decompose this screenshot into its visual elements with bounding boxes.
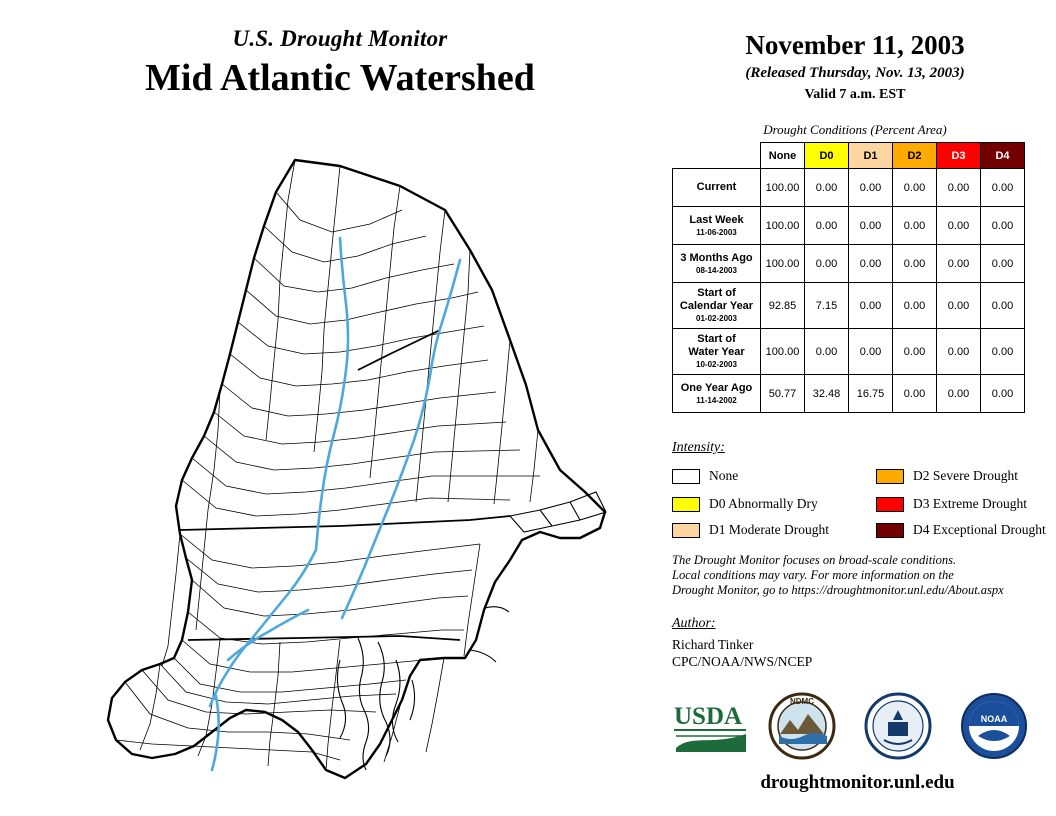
- table-header-d4: D4: [981, 143, 1025, 169]
- usda-logo: [672, 696, 750, 763]
- legend-item: [876, 468, 1018, 484]
- cell-d2: 0.00: [893, 329, 937, 375]
- cell-d0: 0.00: [805, 169, 849, 207]
- cell-d2: 0.00: [893, 207, 937, 245]
- date-block: [660, 30, 1050, 103]
- intensity-heading: Intensity:: [672, 440, 725, 455]
- legend-label: D1 Moderate Drought: [709, 522, 829, 537]
- released-date: (Released Thursday, Nov. 13, 2003): [745, 65, 965, 81]
- legend-swatch-icon: [672, 469, 700, 484]
- legend-item: [672, 522, 829, 538]
- table-header-row: [673, 143, 1025, 169]
- cell-d0: 7.15: [805, 283, 849, 329]
- row-label: Start of Water Year 10-02-2003: [673, 329, 761, 375]
- row-sublabel: 11-06-2003: [696, 227, 737, 237]
- cell-none: 100.00: [761, 169, 805, 207]
- ndmc-logo: [768, 692, 836, 765]
- row-label: Current: [673, 169, 761, 207]
- row-label: Last Week 11-06-2003: [673, 207, 761, 245]
- table-header-d1: D1: [849, 143, 893, 169]
- table-caption: Drought Conditions (Percent Area): [763, 122, 947, 137]
- author-heading: Author:: [672, 616, 716, 631]
- cell-d2: 0.00: [893, 375, 937, 413]
- mid-atlantic-watershed-map[interactable]: [40, 140, 640, 780]
- cell-d3: 0.00: [937, 245, 981, 283]
- drought-conditions-table: [672, 142, 1025, 413]
- cell-none: 100.00: [761, 207, 805, 245]
- table-row: [673, 283, 1025, 329]
- valid-date: November 11, 2003: [745, 30, 965, 60]
- table-row: [673, 169, 1025, 207]
- legend-swatch-icon: [672, 497, 700, 512]
- row-sublabel: 08-14-2003: [696, 265, 737, 275]
- table-header-d0: D0: [805, 143, 849, 169]
- author-block: [672, 636, 812, 670]
- svg-text:USDA: USDA: [674, 703, 743, 730]
- table-header-none: None: [761, 143, 805, 169]
- table-row: [673, 207, 1025, 245]
- cell-d0: 0.00: [805, 329, 849, 375]
- cell-d2: 0.00: [893, 169, 937, 207]
- cell-d1: 0.00: [849, 207, 893, 245]
- table-header-d2: D2: [893, 143, 937, 169]
- map-svg: [40, 140, 640, 780]
- footer-url: droughtmonitor.unl.edu: [760, 772, 955, 793]
- note-line-1: The Drought Monitor focuses on broad-scale conditions.: [672, 553, 957, 567]
- page-subtitle: U.S. Drought Monitor: [232, 26, 448, 51]
- cell-none: 100.00: [761, 329, 805, 375]
- cell-d4: 0.00: [981, 169, 1025, 207]
- legend-item: [672, 496, 818, 512]
- cell-d4: 0.00: [981, 207, 1025, 245]
- author-affiliation: CPC/NOAA/NWS/NCEP: [672, 654, 813, 669]
- cell-d3: 0.00: [937, 329, 981, 375]
- table-header-d3: D3: [937, 143, 981, 169]
- cell-none: 92.85: [761, 283, 805, 329]
- valid-time: Valid 7 a.m. EST: [804, 87, 906, 102]
- cell-d2: 0.00: [893, 245, 937, 283]
- cell-d4: 0.00: [981, 329, 1025, 375]
- table-row: [673, 375, 1025, 413]
- note-line-2: Local conditions may vary. For more information on the: [672, 568, 954, 582]
- cell-d1: 0.00: [849, 245, 893, 283]
- legend-item: [876, 522, 1046, 538]
- cell-d1: 0.00: [849, 329, 893, 375]
- legend-label: D3 Extreme Drought: [913, 496, 1027, 511]
- legend-label: None: [709, 468, 739, 483]
- cell-d3: 0.00: [937, 207, 981, 245]
- row-sublabel: 11-14-2002: [696, 395, 737, 405]
- cell-d4: 0.00: [981, 245, 1025, 283]
- page-title: Mid Atlantic Watershed: [145, 57, 535, 99]
- table-corner-cell: [673, 143, 761, 169]
- row-sublabel: 01-02-2003: [696, 314, 737, 323]
- cell-none: 100.00: [761, 245, 805, 283]
- row-sublabel: 10-02-2003: [696, 360, 737, 369]
- noaa-logo: [960, 692, 1028, 765]
- cell-d0: 0.00: [805, 207, 849, 245]
- legend-label: D4 Exceptional Drought: [913, 522, 1046, 537]
- cell-d1: 16.75: [849, 375, 893, 413]
- row-label: One Year Ago 11-14-2002: [673, 375, 761, 413]
- cell-d0: 0.00: [805, 245, 849, 283]
- logo-row: [664, 692, 1054, 764]
- svg-text:NOAA: NOAA: [980, 714, 1008, 724]
- legend-label: D0 Abnormally Dry: [709, 496, 818, 511]
- table-body: [673, 169, 1025, 413]
- cell-d1: 0.00: [849, 283, 893, 329]
- cell-d3: 0.00: [937, 375, 981, 413]
- disclaimer-note: [672, 553, 1052, 598]
- legend-swatch-icon: [876, 523, 904, 538]
- table-row: [673, 329, 1025, 375]
- title-block: [60, 26, 620, 100]
- legend-swatch-icon: [672, 523, 700, 538]
- legend-swatch-icon: [876, 497, 904, 512]
- svg-text:NDMC: NDMC: [790, 697, 814, 706]
- cell-d3: 0.00: [937, 283, 981, 329]
- cell-d2: 0.00: [893, 283, 937, 329]
- cell-d1: 0.00: [849, 169, 893, 207]
- cell-d0: 32.48: [805, 375, 849, 413]
- cell-none: 50.77: [761, 375, 805, 413]
- cell-d4: 0.00: [981, 283, 1025, 329]
- legend-label: D2 Severe Drought: [913, 468, 1018, 483]
- row-label: Start of Calendar Year 01-02-2003: [673, 283, 761, 329]
- cell-d4: 0.00: [981, 375, 1025, 413]
- author-name: Richard Tinker: [672, 637, 754, 652]
- legend-swatch-icon: [876, 469, 904, 484]
- legend-item: [876, 496, 1027, 512]
- row-label: 3 Months Ago 08-14-2003: [673, 245, 761, 283]
- cell-d3: 0.00: [937, 169, 981, 207]
- legend-item: [672, 468, 738, 484]
- usda-seal-logo: [864, 692, 932, 765]
- table-row: [673, 245, 1025, 283]
- note-line-3: Drought Monitor, go to https://droughtmonitor.unl.edu/About.aspx: [672, 583, 1004, 597]
